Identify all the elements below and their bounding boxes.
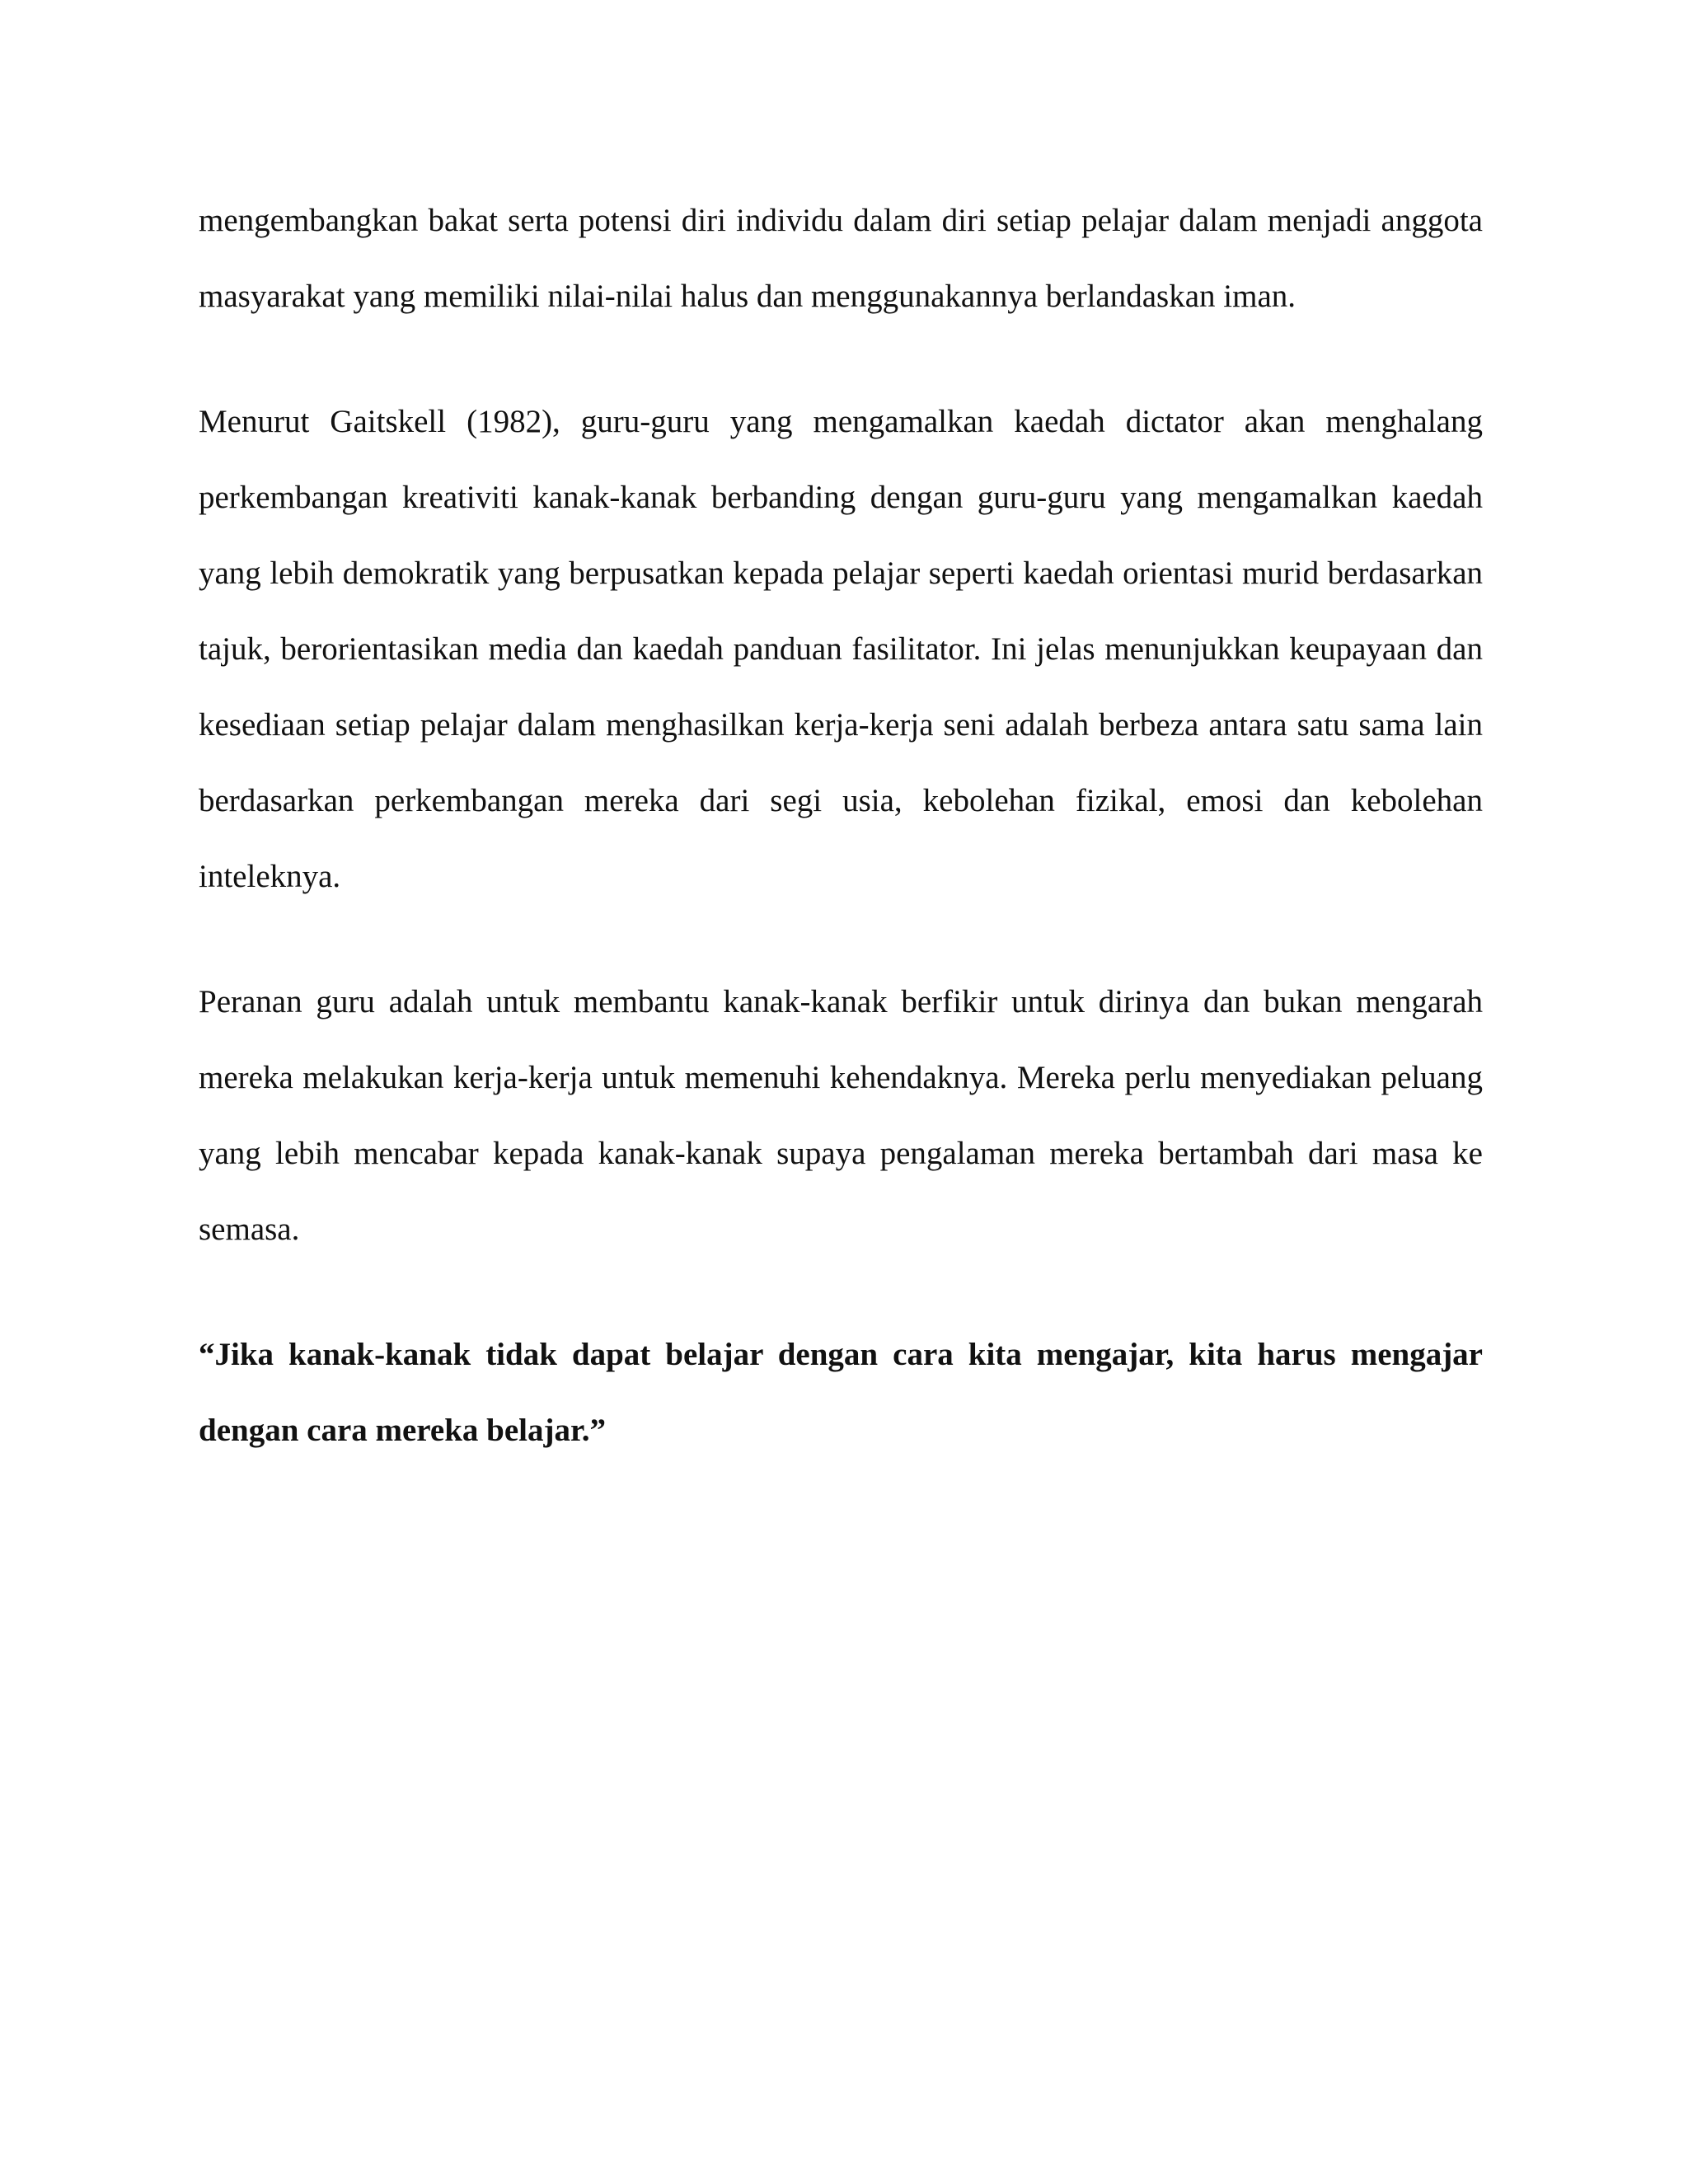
quote-bold: “Jika kanak-kanak tidak dapat belajar dengan cara kita mengajar, kita harus mengajar dengan cara mereka belajar.”	[199, 1337, 1483, 1448]
paragraph-intro-continuation: mengembangkan bakat serta potensi diri individu dalam diri setiap pelajar dalam menjadi anggota masyarakat yang memiliki nilai-nilai halus dan menggunakannya berlandaskan iman.	[199, 203, 1483, 314]
paragraph-gaitskell: Menurut Gaitskell (1982), guru-guru yang mengamalkan kaedah dictator akan menghalang perkembangan kreativiti kanak-kanak berbanding dengan guru-guru yang mengamalkan kaedah yang lebih demokratik yang berpusatkan kepada pelajar seperti kaedah orientasi murid berdasarkan tajuk, berorientasikan media dan kaedah panduan fasilitator. Ini jelas menunjukkan keupayaan dan kesediaan setiap pelajar dalam menghasilkan kerja-kerja seni adalah berbeza antara satu sama lain berdasarkan perkembangan mereka dari segi usia, kebolehan fizikal, emosi dan kebolehan inteleknya.	[199, 404, 1483, 894]
body-text	[199, 183, 1483, 1518]
paragraph-teacher-role: Peranan guru adalah untuk membantu kanak-kanak berfikir untuk dirinya dan bukan mengarah mereka melakukan kerja-kerja untuk memenuhi kehendaknya. Mereka perlu menyediakan peluang yang lebih mencabar kepada kanak-kanak supaya pengalaman mereka bertambah dari masa ke semasa.	[199, 984, 1483, 1247]
